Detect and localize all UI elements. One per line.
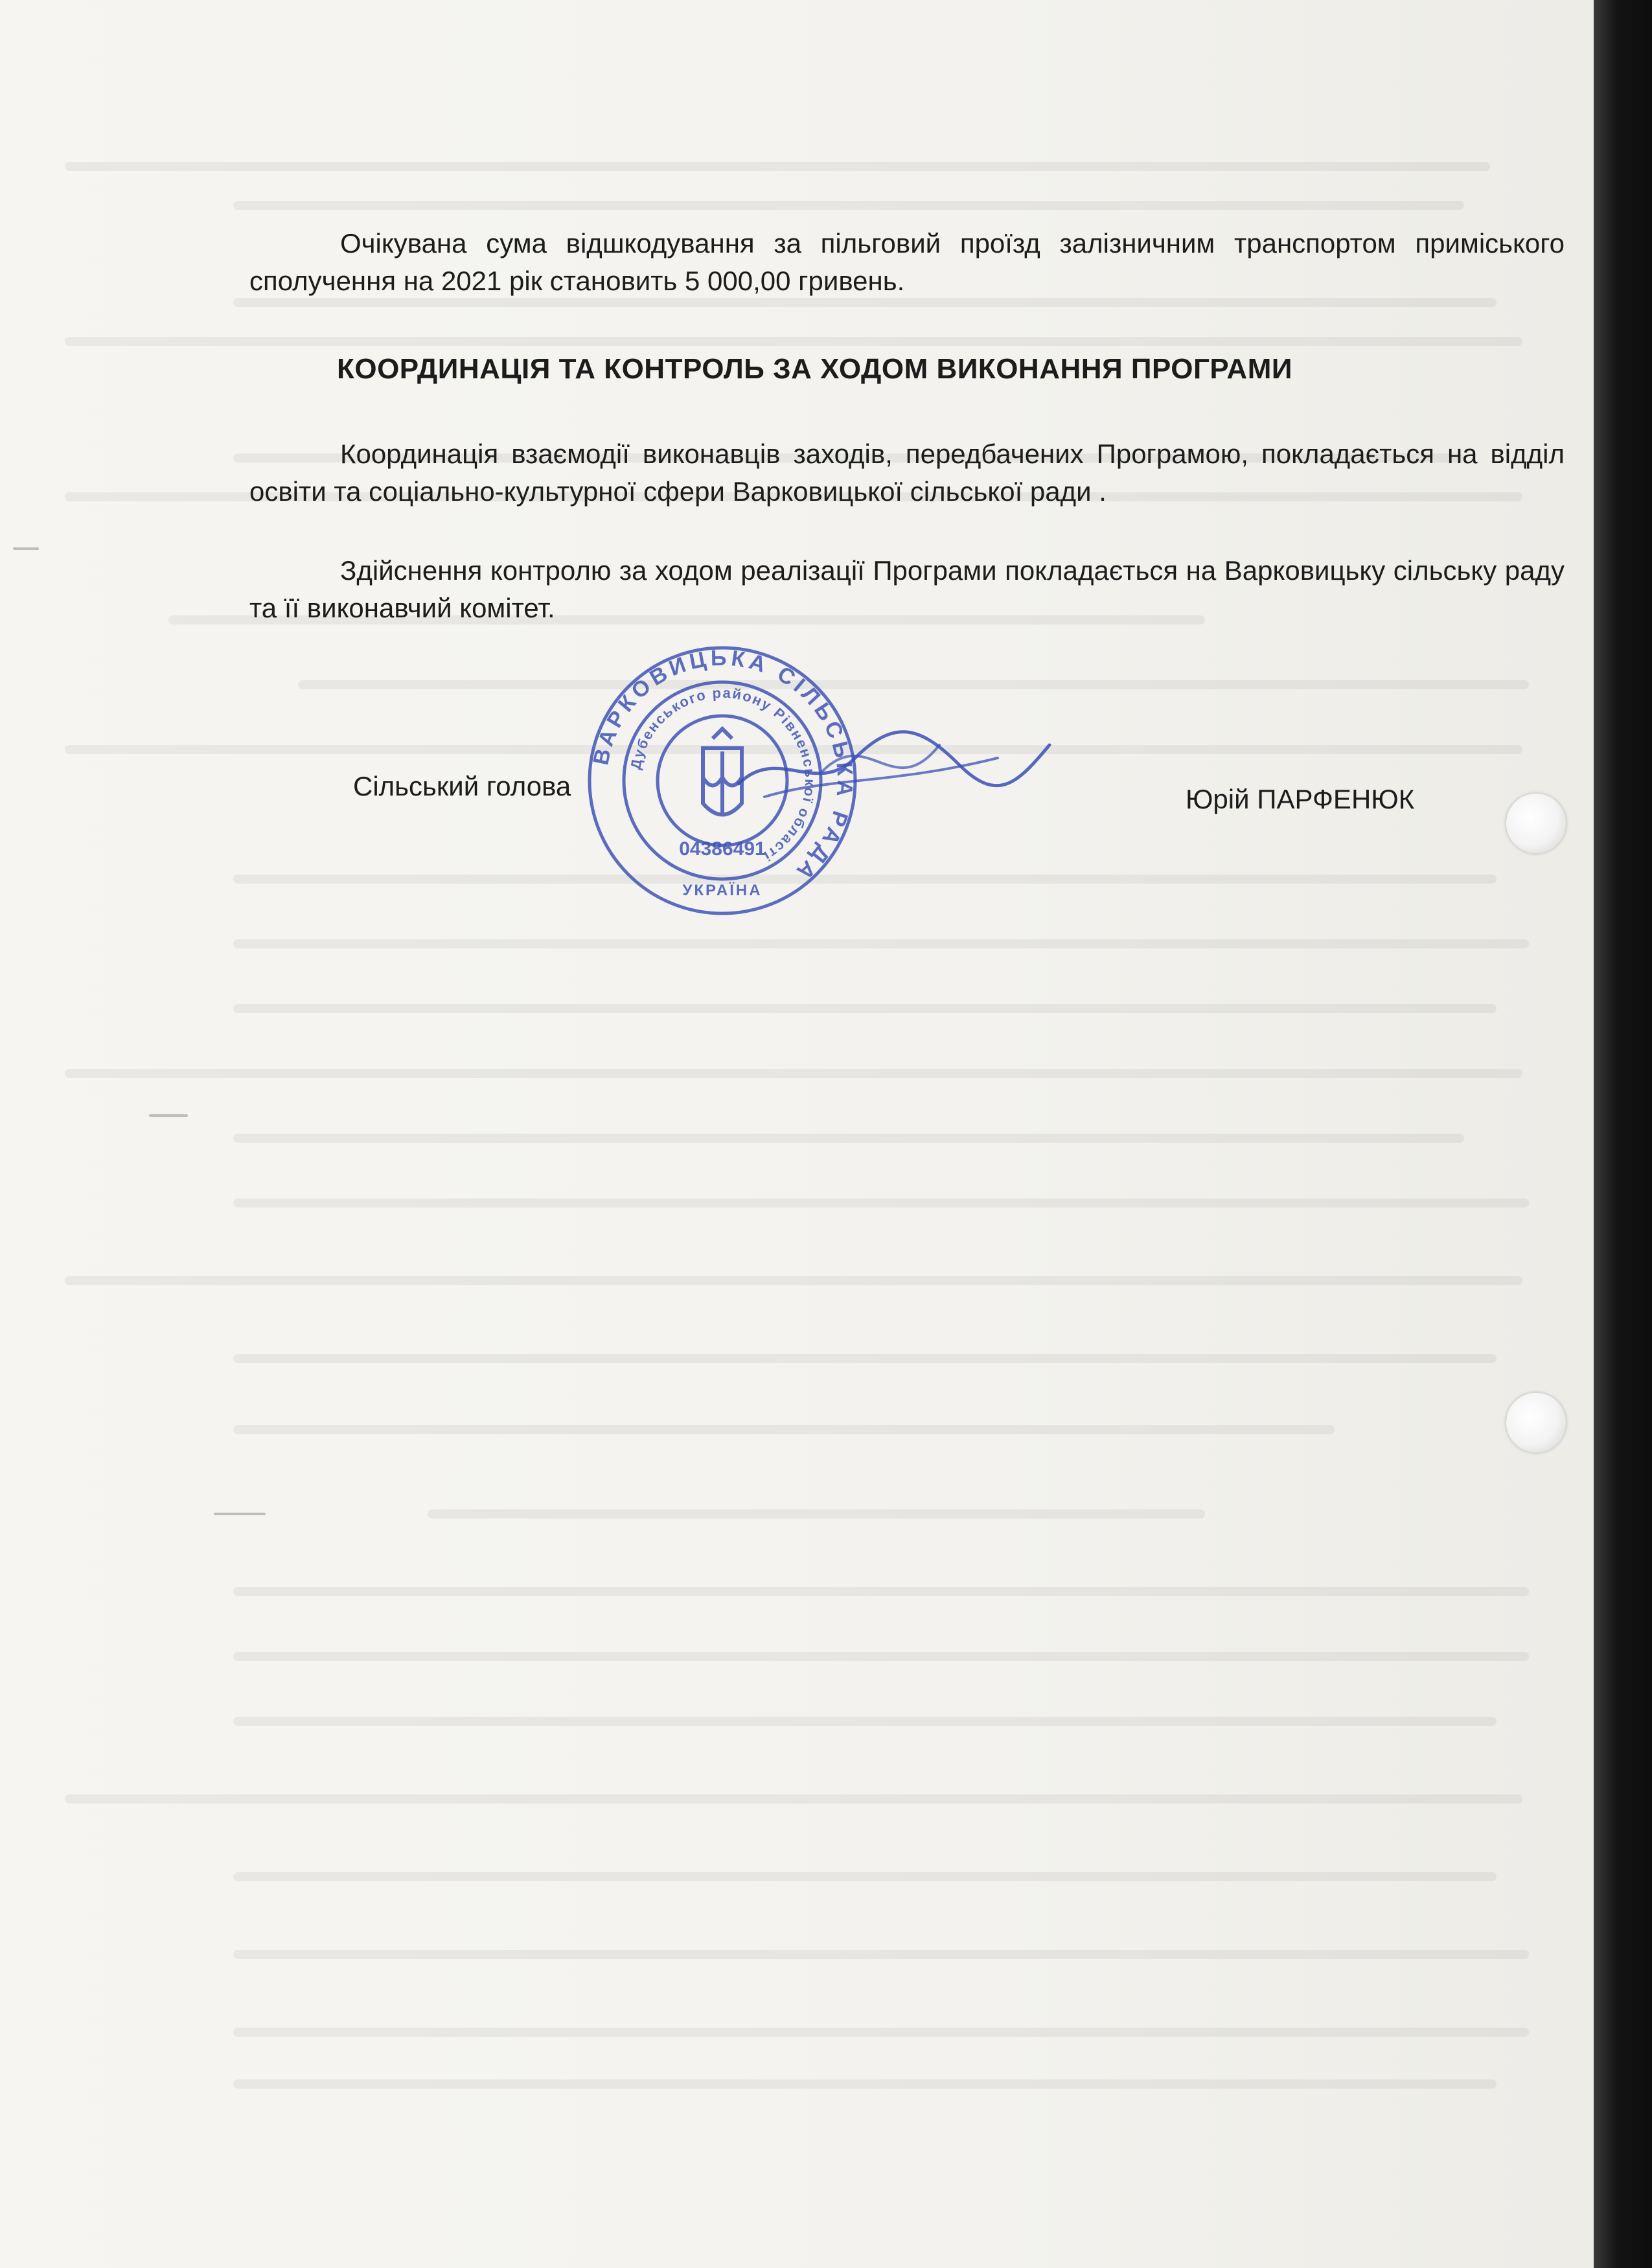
stamp-inner-text: Дубенського району Рівненської області (627, 684, 819, 865)
binding-strip (1594, 0, 1652, 2268)
scan-mark (149, 1114, 188, 1117)
scan-mark (214, 1513, 266, 1515)
coordination-paragraph: Координація взаємодії виконавців заходів, передбачених Програмою, покладається на відділ освіти та соціально-культурної сфери Варковицької сільської ради . (249, 439, 1565, 507)
compensation-paragraph: Очікувана сума відшкодування за пільговий проїзд залізничним транспортом приміського сполучення на 2021 рік становить 5 000,00 гривень. (249, 228, 1565, 296)
stamp-outer-text: ВАРКОВИЦЬКА СІЛЬСЬКА РАДА (588, 645, 858, 888)
binder-hole (1506, 794, 1566, 853)
stamp-country: УКРАЇНА (682, 882, 763, 899)
binder-hole (1506, 1393, 1566, 1452)
signatory-name: Юрій ПАРФЕНЮК (1186, 784, 1415, 814)
section-heading: КООРДИНАЦІЯ ТА КОНТРОЛЬ ЗА ХОДОМ ВИКОНАННЯ ПРОГРАМИ (337, 353, 1292, 385)
trident-icon (703, 729, 742, 815)
control-paragraph: Здійснення контролю за ходом реалізації Програми покладається на Варковицьку сільську раду та її виконавчий комітет. (249, 555, 1565, 623)
signatory-title: Сільський голова (353, 771, 571, 801)
scan-mark (13, 547, 39, 550)
official-stamp (583, 641, 862, 920)
stamp-code: 04386491 (679, 838, 766, 860)
